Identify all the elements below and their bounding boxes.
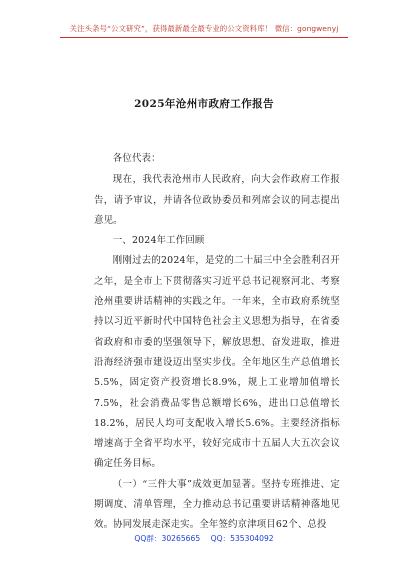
header-divider <box>60 37 348 38</box>
intro-paragraph: 现在，我代表沧州市人民政府，向大会作政府工作报告，请予审议，并请各位政协委员和列席会议的同志提出意见。 <box>94 174 340 226</box>
document-body <box>94 149 340 536</box>
three-major-events-paragraph: （一）“三件大事”成效更加显著。坚持专班推进、定期调度、清单管理，全力推动总书记重要讲话精神落地见效。协同发展走深走实。全年签约京津项目62个、总投 <box>94 478 340 531</box>
section-heading: 一、2024年工作回顾 <box>112 235 205 247</box>
footer-qq-group: QQ群：30265665 <box>134 534 201 543</box>
footer-contacts <box>0 533 408 544</box>
salutation: 各位代表： <box>112 153 161 164</box>
review-paragraph: 刚刚过去的2024年，是党的二十届三中全会胜利召开之年，是全市上下贯彻落实习近平总书记视察河北、考察沧州重要讲话精神的实践之年。一年来，全市政府系统坚持以习近平新时代中国特色社会主义思想为指导，在省委省政府和市委的坚强领导下，解放思想、奋发进取，推进沿海经济强市建设迈出坚实步伐。全年地区生产总值增长5.5%，固定资产投资增长8.9%，规上工业增加值增长7.5%，社会消费品零售总额增长6%，进出口总值增长18.2%，居民人均可支配收入增长5.6%。主要经济指标增速高于全省平均水平，较好完成市十五届人大五次会议确定任务目标。 <box>94 255 340 470</box>
header-promo-note: 关注头条号“公文研究”，获得最新最全最专业的公文资料库！ 微信：gongwenyj <box>69 24 339 33</box>
document-title: 2025年沧州市政府工作报告 <box>134 98 274 110</box>
footer-qq: QQ：535304092 <box>210 534 274 543</box>
